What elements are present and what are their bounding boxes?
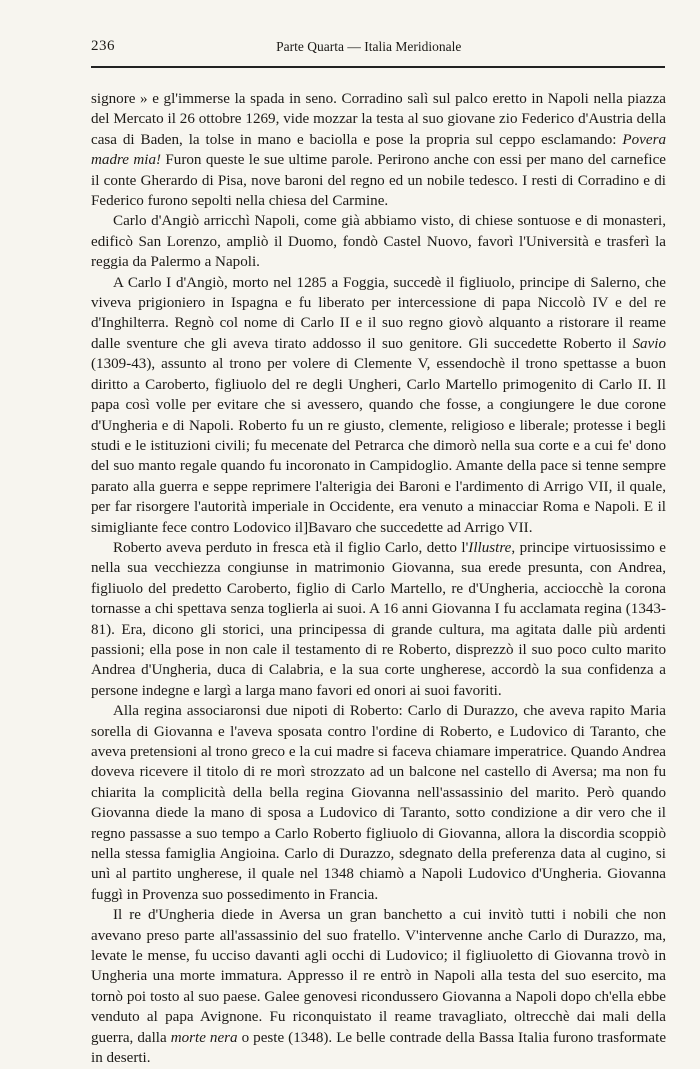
text-run: , principe virtuosissimo e nella sua vecchiezza congiunse in matrimonio Giovanna, sua erede presunta, con Andrea, figliuolo del predetto Caroberto, figlio di Carlo Martello, re d'Ungheria, acciocchè la corona tornasse a chi spettava senza toglierla ai suoi. A 16 anni Giovanna I fu acclamata regina (1343-81). Era, dicono gli storici, una principessa di grande cultura, ma agitata dalle più ardenti passioni; ella pose in non cale il testamento di re Roberto, disprezzò il suo poco culto marito Andrea d'Ungheria, duca di Calabria, e la sua corte ungherese, accordò la sua confidenza a persone indegne e largì a larga mano favori ed onori ai suoi favoriti. bbox=[91, 539, 666, 699]
paragraph bbox=[91, 701, 666, 905]
paragraph bbox=[91, 211, 666, 272]
running-head: Parte Quarta — Italia Meridionale bbox=[276, 39, 462, 54]
text-run: A Carlo I d'Angiò, morto nel 1285 a Foggia, succedè il figliuolo, principe di Salerno, che viveva prigioniero in Ispagna e fu liberato per intercessione di papa Niccolò IV e del re d'Inghilterra. Regnò col nome di Carlo II e il suo regno giovò alquanto a ristorare il reame dalle sventure che gli aveva tirato addosso il suo genitore. Gli succedette Roberto il bbox=[91, 274, 666, 352]
paragraph bbox=[91, 538, 666, 701]
italic-phrase: Savio bbox=[632, 335, 666, 352]
italic-phrase: Povera madre mia! bbox=[91, 131, 666, 169]
text-run: o peste (1348). Le belle contrade della Bassa Italia furono trasformate in deserti. bbox=[91, 1029, 667, 1067]
page-number: 236 bbox=[91, 38, 115, 54]
text-run: signore » e gl'immerse la spada in seno. Corradino salì sul palco eretto in Napoli nella piazza del Mercato il 26 ottobre 1269, vide mozzar la testa al suo giovane zio Federico d'Austria della casa di Baden, la tolse in mano e baciolla e pose la propria sul ceppo esclamando: bbox=[91, 91, 666, 148]
text-run: (1309-43), assunto al trono per volere di Clemente V, essendochè il trono spettasse a buon diritto a Caroberto, figliuolo del re degli Ungheri, Carlo Martello primogenito di Carlo II. Il papa così volle per evitare che si avessero, quando che fosse, a congiungere le due corone d'Ungheria e di Napoli. Roberto fu un re giusto, clemente, religioso e liberale; protesse i begli studi e le istituzioni civili; fu mecenate del Petrarca che dimorò nella sua corte e a cui fe' dono del suo manto regale quando fu incoronato in Campidoglio. Amante della pace si tenne sempre parato alla guerra e seppe reprimere l'alterigia dei Baroni e l'ardimento di Arrigo VII, il quale, per far risorgere l'autorità imperiale in Occidente, era venuto a minacciar Roma e Napoli. E il simigliante fece contro Lodovico il]Bavaro che succedette ad Arrigo VII. bbox=[91, 356, 666, 536]
paragraph bbox=[91, 905, 666, 1068]
text-run: Il re d'Ungheria diede in Aversa un gran banchetto a cui invitò tutti i nobili che non avevano preso parte all'assassinio del suo fratello. V'intervenne anche Carlo di Durazzo, ma, levate le mense, fu ucciso davanti agli occhi di Ludovico; il figliuoletto di Giovanna trovò in Ungheria una morte immatura. Appresso il re entrò in Napoli alla testa del suo esercito, ma tornò poi tosto al suo paese. Galee genovesi ricondussero Giovanna a Napoli dopo ch'ella ebbe venduto al papa Avignone. Fu riconquistato il reame travagliato, oltrecchè dai mali della guerra, dalla bbox=[91, 907, 666, 1046]
text-run: Carlo d'Angiò arricchì Napoli, come già abbiamo visto, di chiese sontuose e di monasteri, edificò San Lorenzo, ampliò il Duomo, fondò Castel Nuovo, favorì l'Università e trasferì la reggia da Palermo a Napoli. bbox=[91, 213, 666, 271]
paragraph bbox=[91, 89, 666, 211]
text-run: Roberto aveva perduto in fresca età il figlio Carlo, detto l' bbox=[113, 539, 469, 556]
paragraph bbox=[91, 273, 666, 538]
text-run: Furon queste le sue ultime parole. Perirono anche con essi per mano del carnefice il conte Gherardo di Pisa, nove baroni del regno ed un nobile tedesco. I resti di Corradino e di Federico furono sepolti nella chiesa del Carmine. bbox=[91, 152, 666, 210]
italic-phrase: morte nera bbox=[170, 1029, 238, 1046]
text-run: Alla regina associaronsi due nipoti di Roberto: Carlo di Durazzo, che aveva rapito Maria sorella di Giovanna e l'aveva sposata contro l'ordine di Roberto, e Ludovico di Taranto, che aveva pretensioni al trono greco e la cui madre si faceva chiamare imperatrice. Quando Andrea doveva ricevere il titolo di re morì strozzato ad un balcone nel castello di Aversa; ma non fu chiarita la complicità della bella regina Giovanna nell'assassinio del marito. Però quando Giovanna diede la mano di sposa a Ludovico di Taranto, sotto condizione a dir vero che il regno passasse a suo tempo a Carlo Roberto figliuolo di Giovanna, allora la discordia scoppiò nella stessa famiglia Angioina. Carlo di Durazzo, sdegnato della preferenza data al cugino, si unì al partito ungherese, il quale nel 1348 chiamò a Napoli Ludovico d'Ungheria. Giovanna fuggì in Provenza suo possedimento in Francia. bbox=[91, 703, 666, 903]
page-header bbox=[91, 38, 665, 68]
body-text bbox=[91, 89, 666, 1069]
italic-phrase: Illustre bbox=[468, 539, 512, 556]
